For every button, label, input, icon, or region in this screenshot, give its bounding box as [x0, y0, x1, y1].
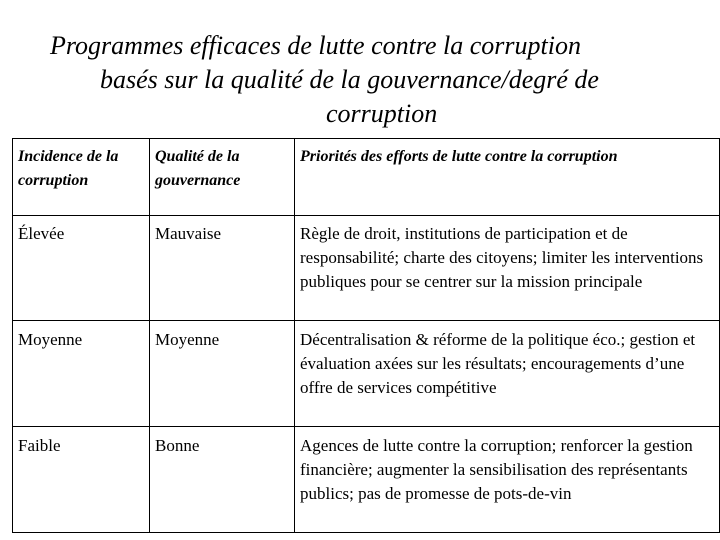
table-row: [13, 216, 720, 321]
cell-qualite: Bonne: [150, 427, 295, 533]
cell-priorites: Agences de lutte contre la corruption; renforcer la gestion financière; augmenter la sensibilisation des représentants publics; pas de promesse de pots-de-vin: [295, 427, 720, 533]
cell-incidence: Élevée: [13, 216, 150, 321]
title-line-2: basés sur la qualité de la gouvernance/degré de: [100, 65, 599, 94]
corruption-programs-table: [12, 138, 720, 533]
table-row: [13, 427, 720, 533]
cell-qualite: Mauvaise: [150, 216, 295, 321]
title-line-3: corruption: [326, 99, 438, 128]
header-priorites: Priorités des efforts de lutte contre la corruption: [295, 139, 720, 216]
cell-incidence: Faible: [13, 427, 150, 533]
header-incidence: Incidence de la corruption: [13, 139, 150, 216]
cell-incidence: Moyenne: [13, 321, 150, 427]
table-header-row: [13, 139, 720, 216]
cell-qualite: Moyenne: [150, 321, 295, 427]
cell-priorites: Règle de droit, institutions de participation et de responsabilité; charte des citoyens; limiter les interventions publiques pour se centrer sur la mission principale: [295, 216, 720, 321]
cell-priorites: Décentralisation & réforme de la politique éco.; gestion et évaluation axées sur les résultats; encouragements d’une offre de services compétitive: [295, 321, 720, 427]
header-qualite: Qualité de la gouvernance: [150, 139, 295, 216]
title-line-1: Programmes efficaces de lutte contre la corruption: [50, 31, 581, 60]
table-row: [13, 321, 720, 427]
